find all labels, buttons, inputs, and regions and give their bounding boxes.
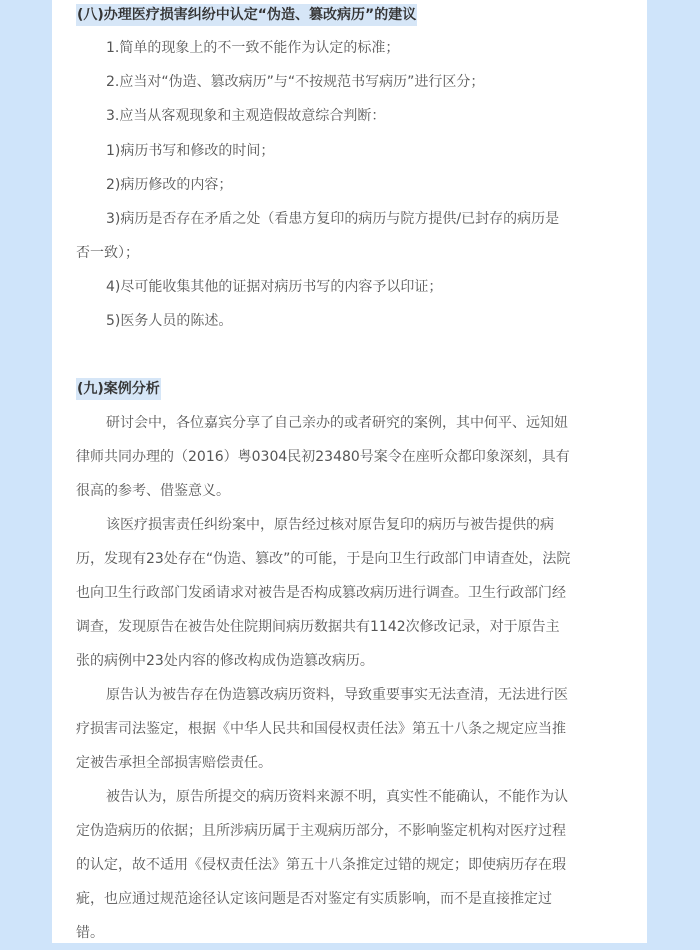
paragraph-line: 错。 [76, 925, 104, 941]
paragraph-line: 2.应当对“伪造、篡改病历”与“不按规范书写病历”进行区分； [106, 74, 485, 90]
paragraph-line: 该医疗损害责任纠纷案中，原告经过核对原告复印的病历与被告提供的病 [106, 517, 554, 533]
paragraph-line: 3.应当从客观现象和主观造假故意综合判断： [106, 108, 386, 124]
paragraph-line: 也向卫生行政部门发函请求对被告是否构成篡改病历进行调查。卫生行政部门经 [76, 585, 566, 601]
paragraph-line: 疵，也应通过规范途径认定该问题是否对鉴定有实质影响，而不是直接推定过 [76, 891, 552, 907]
paragraph-line: 5)医务人员的陈述。 [106, 313, 233, 329]
section-heading-9: (九)案例分析 [76, 378, 161, 400]
paragraph-line: 研讨会中，各位嘉宾分享了自己亲办的或者研究的案例，其中何平、远知妞 [106, 415, 568, 431]
paragraph-line: 定被告承担全部损害赔偿责任。 [76, 755, 272, 771]
paragraph-line: 原告认为被告存在伪造篡改病历资料，导致重要事实无法查清，无法进行医 [106, 687, 568, 703]
paragraph-line: 很高的参考、借鉴意义。 [76, 483, 230, 499]
paragraph-line: 否一致）； [76, 245, 139, 261]
paragraph-line: 调查，发现原告在被告处住院期间病历数据共有1142次修改记录，对于原告主 [76, 619, 560, 635]
paragraph-line: 张的病例中23处内容的修改构成伪造篡改病历。 [76, 653, 374, 669]
paragraph-line: 定伪造病历的依据；且所涉病历属于主观病历部分，不影响鉴定机构对医疗过程 [76, 823, 566, 839]
paragraph-line: 4)尽可能收集其他的证据对病历书写的内容予以印证； [106, 279, 443, 295]
paragraph-line: 被告认为，原告所提交的病历资料来源不明，真实性不能确认，不能作为认 [106, 789, 568, 805]
paragraph-line: 的认定，故不适用《侵权责任法》第五十八条推定过错的规定；即使病历存在瑕 [76, 857, 566, 873]
paragraph-line: 历，发现有23处存在“伪造、篡改”的可能，于是向卫生行政部门申请查处，法院 [76, 551, 571, 567]
paragraph-line: 1.简单的现象上的不一致不能作为认定的标准； [106, 40, 400, 56]
paragraph-line: 疗损害司法鉴定，根据《中华人民共和国侵权责任法》第五十八条之规定应当推 [76, 721, 566, 737]
paragraph-line: 1)病历书写和修改的时间； [106, 143, 275, 159]
paragraph-line: 2)病历修改的内容； [106, 177, 233, 193]
section-heading-8: (八)办理医疗损害纠纷中认定“伪造、篡改病历”的建议 [76, 4, 417, 26]
article-page [52, 0, 647, 943]
paragraph-line: 3)病历是否存在矛盾之处（看患方复印的病历与院方提供/已封存的病历是 [106, 211, 560, 227]
paragraph-line: 律师共同办理的（2016）粤0304民初23480号案令在座听众都印象深刻，具有 [76, 449, 570, 465]
